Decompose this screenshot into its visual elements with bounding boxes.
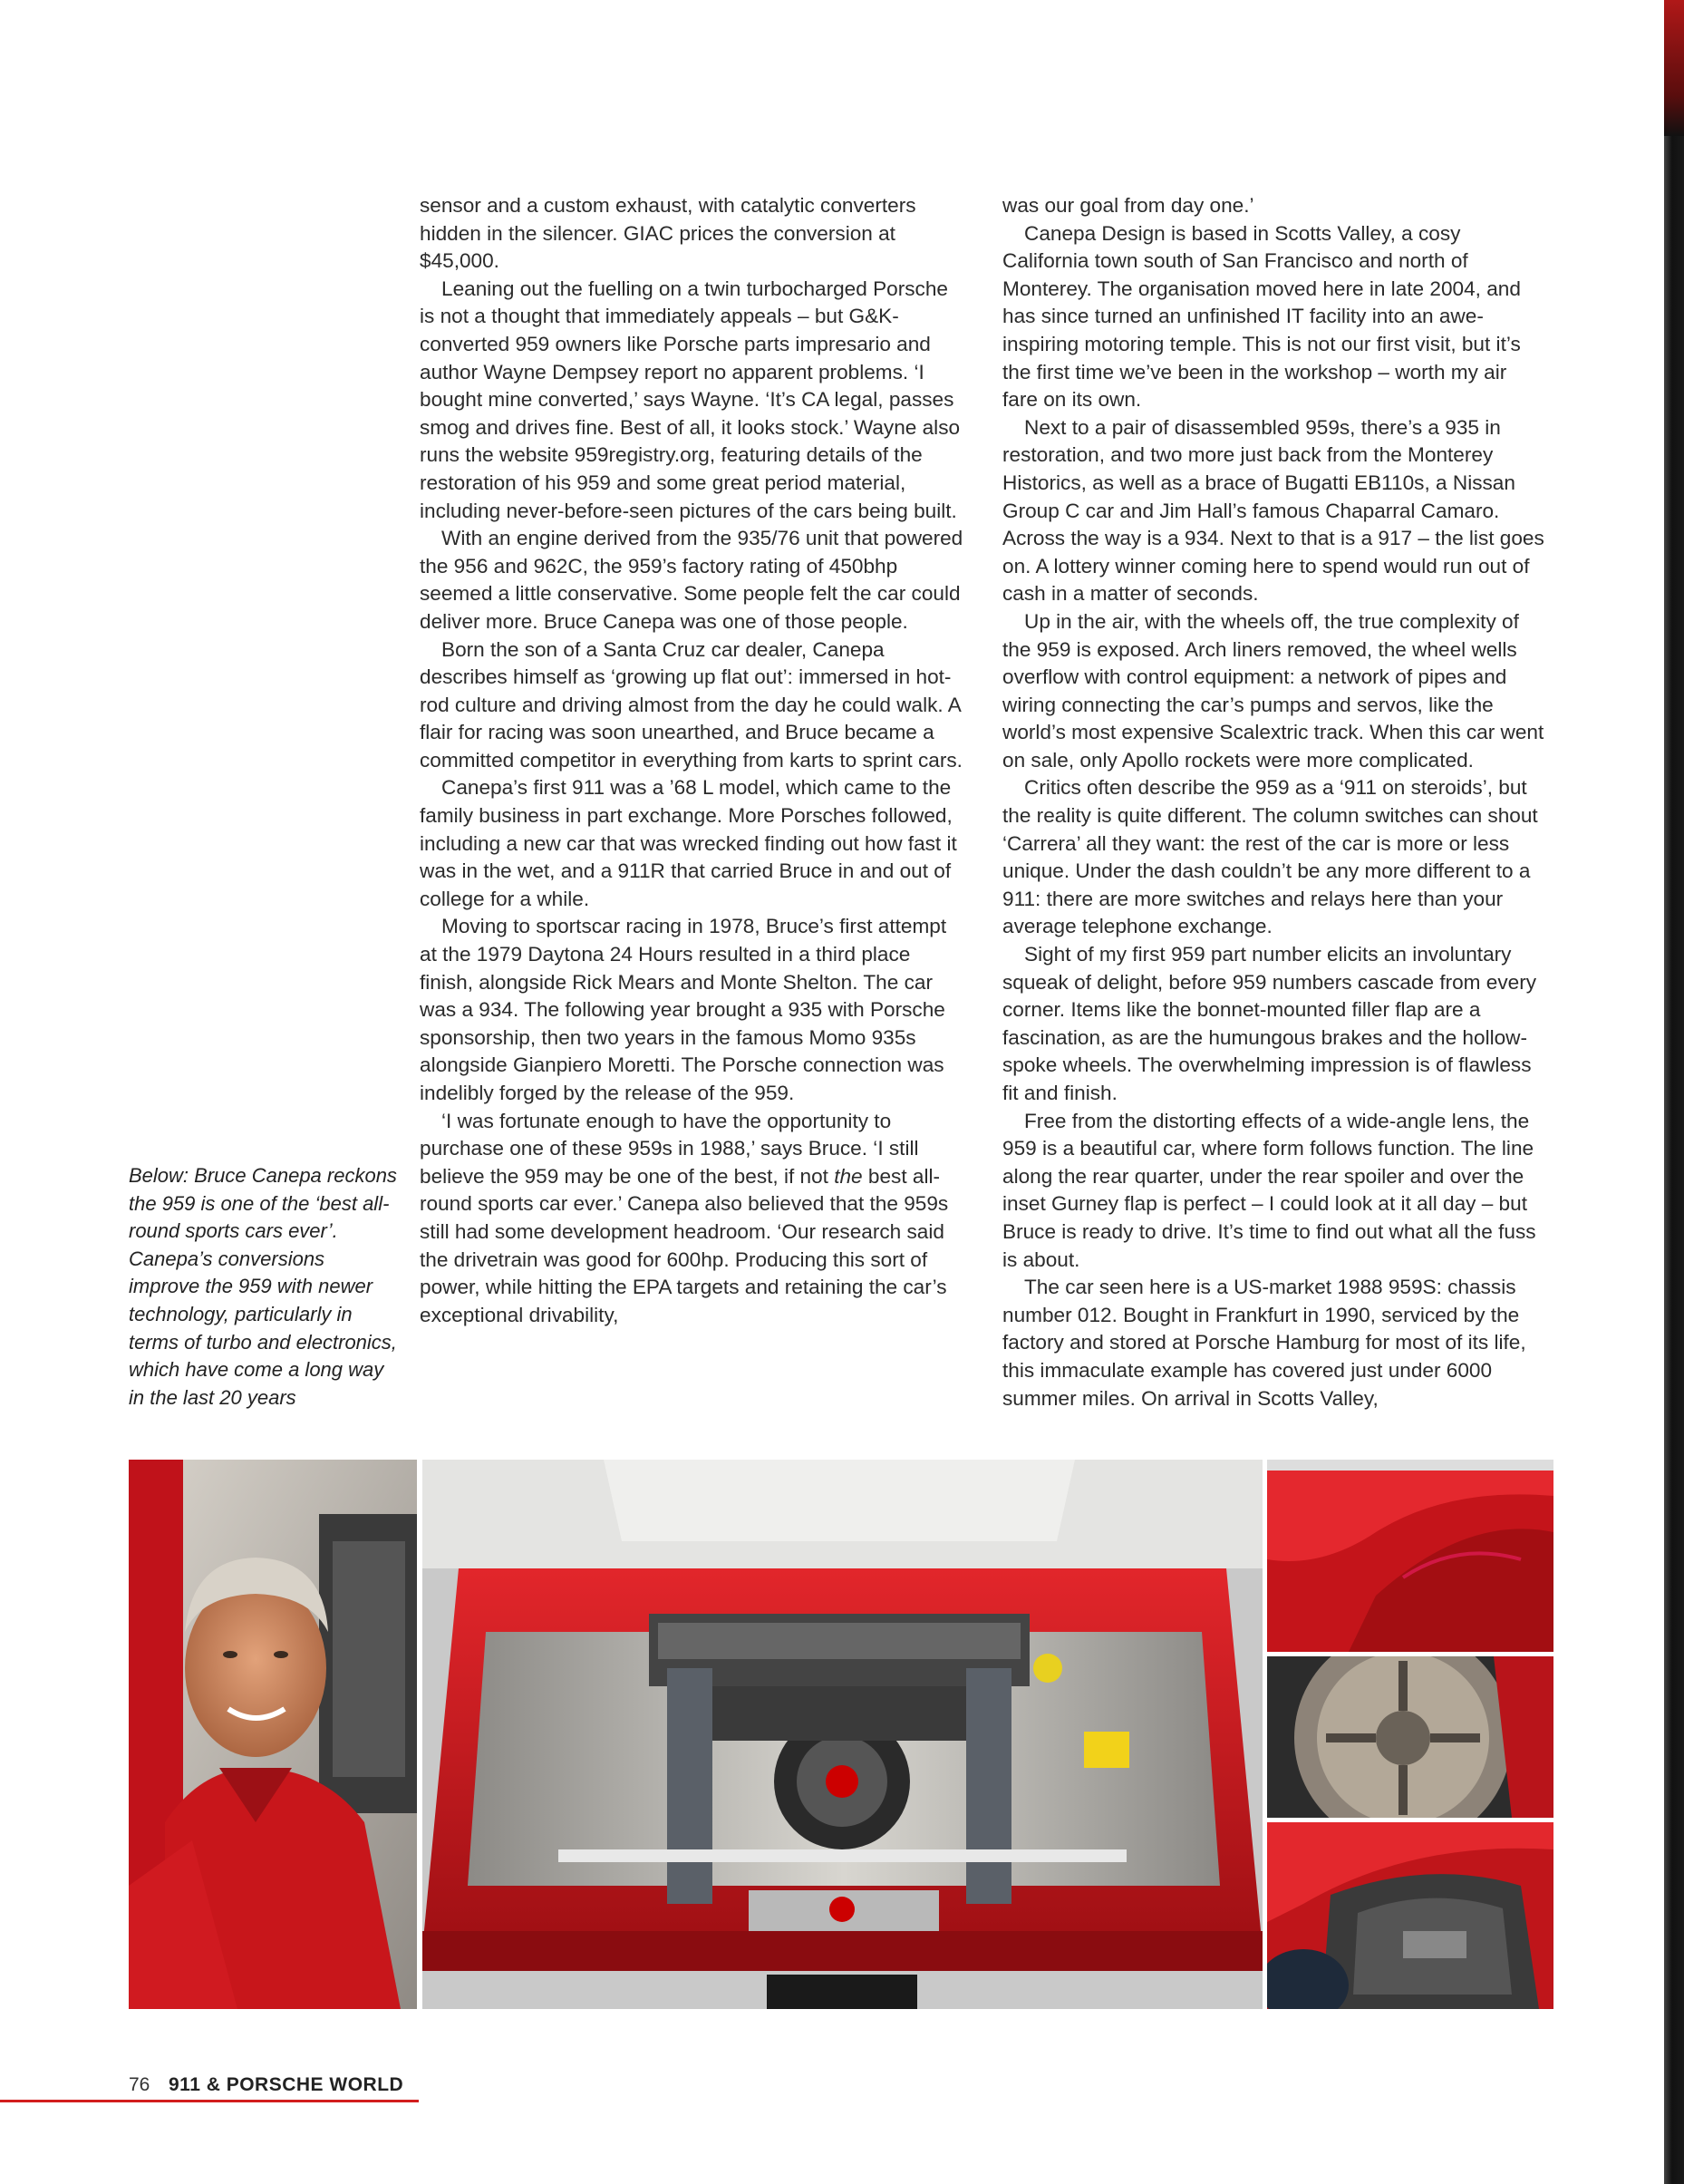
paragraph: Born the son of a Santa Cruz car dealer, Canepa describes himself as ‘growing up flat out’: immersed in hot-rod culture and driving almost from the day he could walk. A flair for racing was soon unearthed, and Bruce became a committed competitor in everything from karts to sprint cars.	[420, 637, 963, 772]
footer-red-rule	[0, 2100, 419, 2102]
paragraph: Up in the air, with the wheels off, the true complexity of the 959 is exposed. Arch liners removed, the wheel wells overflow with control equipment: a network of pipes and wiring connecting the car’s pumps and servos, like the world’s most expensive Scalextric track. When this car went on sale, only Apollo rockets were more complicated.	[1002, 609, 1544, 772]
wheel-photo	[1267, 1656, 1553, 1818]
paragraph: Canepa’s first 911 was a ’68 L model, which came to the family business in part exchange. More Porsches followed, including a new car that was wrecked finding out how fast it was in the wet, and a 911R that carried Bruce in and out of college for a while.	[420, 776, 957, 910]
magazine-title: 911 & PORSCHE WORLD	[169, 2074, 404, 2095]
photo-caption: Below: Bruce Canepa reckons the 959 is one of the ‘best all-round sports cars ever’. Canepa’s conversions improve the 959 with newer technology, particularly in terms of turbo and electronics, which have come a long way in the last 20 years	[129, 1164, 397, 1409]
paragraph: Leaning out the fuelling on a twin turbocharged Porsche is not a thought that immediately appeals – but G&K-converted 959 owners like Porsche parts impresario and author Wayne Dempsey report no apparent problems. ‘I bought mine converted,’ says Wayne. ‘It’s CA legal, passes smog and drives fine. Best of all, it looks stock.’ Wayne also runs the website 959registry.org, featuring details of the restoration of his 959 and some great period material, including never-before-seen pictures of the cars being built.	[420, 277, 961, 522]
portrait-illustration	[129, 1460, 417, 2009]
paragraph: Moving to sportscar racing in 1978, Bruce’s first attempt at the 1979 Daytona 24 Hours resulted in a third place finish, alongside Rick Mears and Monte Shelton. The car was a 934. The following year brought a 935 with Porsche sponsorship, then two years in the famous Momo 935s alongside Gianpiero Moretti. The Porsche connection was indelibly forged by the release of the 959.	[420, 915, 947, 1104]
paragraph: sensor and a custom exhaust, with catalytic converters hidden in the silencer. GIAC prices the conversion at $45,000.	[420, 194, 916, 273]
paragraph-quote	[420, 1108, 963, 1330]
paragraph: Free from the distorting effects of a wide-angle lens, the 959 is a beautiful car, where form follows function. The line along the rear quarter, under the rear spoiler and over the inset Gurney flap is perfect – I could look at it all day – but Bruce is ready to drive. It’s time to find out what all the fuss is about.	[1002, 1109, 1536, 1271]
rear-quarter-illustration	[1267, 1460, 1553, 1652]
paragraph: With an engine derived from the 935/76 unit that powered the 956 and 962C, the 959’s factory rating of 450bhp seemed a little conservative. Some people felt the car could deliver more. Bruce Canepa was one of those people.	[420, 527, 963, 633]
wheel-illustration	[1267, 1656, 1553, 1818]
quote-text-end: best all-round sports car ever.’ Canepa also believed that the 959s still had some development headroom. ‘Our research said the drivetrain was good for 600hp. Producing this sort of power, while hitting the EPA targets and retaining the car’s exceptional drivability,	[420, 1164, 949, 1326]
paragraph: The car seen here is a US-market 1988 959S: chassis number 012. Bought in Frankfurt in 1990, serviced by the factory and stored at Porsche Hamburg for most of its life, this immaculate example has covered just under 6000 summer miles. On arrival in Scotts Valley,	[1002, 1276, 1526, 1410]
paragraph: Next to a pair of disassembled 959s, there’s a 935 in restoration, and two more just back from the Monterey Historics, as well as a brace of Bugatti EB110s, a Nissan Group C car and Jim Hall’s famous Chaparral Camaro. Across the way is a 934. Next to that is a 917 – the list goes on. A lottery winner coming here to spend would run out of cash in a matter of seconds.	[1002, 415, 1544, 606]
rear-quarter-photo	[1267, 1460, 1553, 1652]
engine-bay-photo	[422, 1460, 1263, 2009]
paragraph: was our goal from day one.’	[1002, 194, 1254, 217]
facing-page-edge	[1664, 0, 1684, 2184]
front-trunk-illustration	[1267, 1822, 1553, 2009]
article-column-left	[420, 192, 963, 1329]
paragraph: Critics often describe the 959 as a ‘911 on steroids’, but the reality is quite different. The column switches can shout ‘Carrera’ all they want: the rest of the car is more or less unique. Under the dash couldn’t be any more different to a 911: there are more switches and relays here than your average telephone exchange.	[1002, 776, 1538, 938]
portrait-photo	[129, 1460, 417, 2009]
article-column-right	[1002, 192, 1546, 1412]
paragraph: Sight of my first 959 part number elicits an involuntary squeak of delight, before 959 numbers cascade from every corner. Items like the bonnet-mounted filler flap are a fascination, as are the humungous brakes and the hollow-spoke wheels. The overwhelming impression is of flawless fit and finish.	[1002, 943, 1537, 1104]
engine-bay-illustration	[422, 1460, 1263, 2009]
quote-text-start: ‘I was fortunate enough to have the opportunity to purchase one of these 959s in 1988,’ says Bruce. ‘I still believe the 959 may be one of the best, if not	[420, 1109, 919, 1188]
quote-emphasis: the	[834, 1164, 863, 1188]
front-trunk-photo	[1267, 1822, 1553, 2009]
page-number: 76	[129, 2074, 150, 2095]
paragraph: Canepa Design is based in Scotts Valley, a cosy California town south of San Francisco and north of Monterey. The organisation moved here in late 2004, and has since turned an unfinished IT facility into an awe-inspiring motoring temple. This is not our first visit, but it’s the first time we’ve been in the workshop – worth my air fare on its own.	[1002, 221, 1521, 412]
facing-page-edge-red	[1664, 0, 1684, 136]
